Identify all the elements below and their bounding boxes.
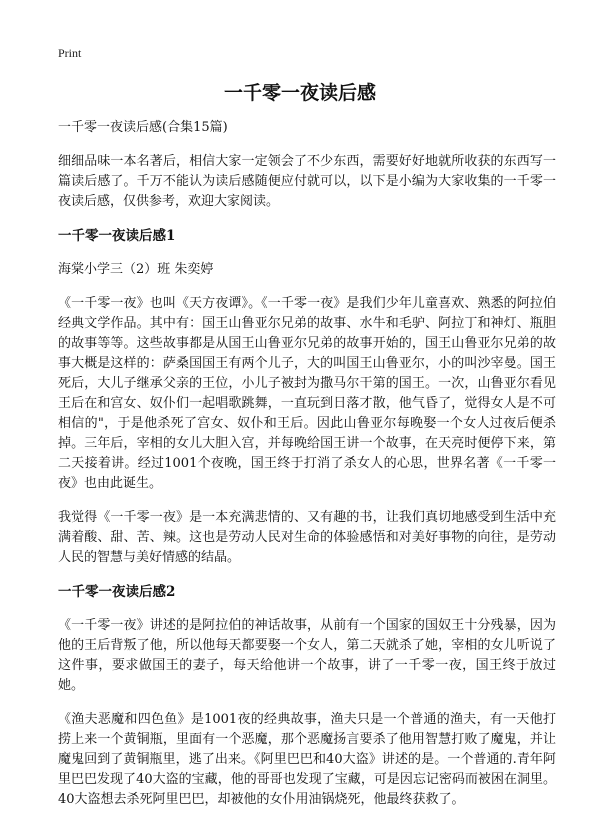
article-body — [58, 118, 556, 824]
section-heading-2: 一千零一夜读后感2 — [58, 584, 176, 600]
author-byline: 海棠小学三（2）班 朱奕婷 — [58, 262, 214, 277]
section-heading-1: 一千零一夜读后感1 — [58, 228, 176, 244]
collection-subtitle: 一千零一夜读后感(合集15篇) — [58, 120, 228, 135]
page-title: 一千零一夜读后感 — [223, 82, 376, 104]
section-1-paragraph-2: 我觉得《一千零一夜》是一本充满悲情的、又有趣的书，让我们真切地感受到生活中充满着酸、甜、苦、辣。这也是劳动人民对生命的体验感悟和对美好事物的向往，是劳动人民的智慧与美好情感的结晶。 — [58, 510, 556, 565]
section-2-paragraph-1: 《一千零一夜》讲述的是阿拉伯的神话故事，从前有一个国家的国奴王十分残暴，因为他的王后背叛了他，所以他每天都要娶一个女人，第二天就杀了她，宰相的女儿听说了这件事，要求做国王的妻子，每天给他讲一个故事，讲了一千零一夜，国王终于放过她。 — [58, 618, 556, 693]
print-link[interactable]: Print — [58, 46, 82, 60]
section-2-paragraph-2: 《渔夫恶魔和四色鱼》是1001夜的经典故事，渔夫只是一个普通的渔夫，有一天他打捞上来一个黄铜瓶，里面有一个恶魔，那个恶魔扬言要杀了他用智慧打败了魔鬼，并让魔鬼回到了黄铜瓶里，逃了出来。《阿里巴巴和40大盗》讲述的是。一个普通的.青年阿里巴巴发现了40大盗的宝藏，他的哥哥也发现了宝藏，可是因忘记密码而被困在洞里。40大盗想去杀死阿里巴巴，却被他的女仆用油锅烧死，他最终获救了。 — [58, 712, 556, 807]
section-1-paragraph-1: 《一千零一夜》也叫《天方夜谭》。《一千零一夜》是我们少年儿童喜欢、熟悉的阿拉伯经典文学作品。其中有：国王山鲁亚尔兄弟的故事、水牛和毛驴、阿拉丁和神灯、瓶胆的故事等等。这些故事都是从国王山鲁亚尔兄弟的故事开始的，国王山鲁亚尔兄弟的故事大概是这样的：萨桑国国王有两个儿子，大的叫国王山鲁亚尔，小的叫沙宰曼。国王死后，大儿子继承父亲的王位，小儿子被封为撒马尔干第的国王。一次，山鲁亚尔看见王后在和宫女、奴仆们一起唱歌跳舞，一直玩到日落才散，他气昏了，觉得女人是不可相信的"，于是他杀死了宫女、奴仆和王后。因此山鲁亚尔每晚娶一个女人过夜后便杀掉。三年后，宰相的女儿大胆入宫，并每晚给国王讲一个故事，在天亮时便停下来，第二天接着讲。经过1001个夜晚，国王终于打消了杀女人的心思，世界名著《一千零一夜》也由此诞生。 — [58, 296, 556, 491]
intro-paragraph: 细细品味一本名著后，相信大家一定领会了不少东西，需要好好地就所收获的东西写一篇读后感了。千万不能认为读后感随便应付就可以，以下是小编为大家收集的一千零一夜读后感，仅供参考，欢迎大家阅读。 — [58, 154, 556, 209]
